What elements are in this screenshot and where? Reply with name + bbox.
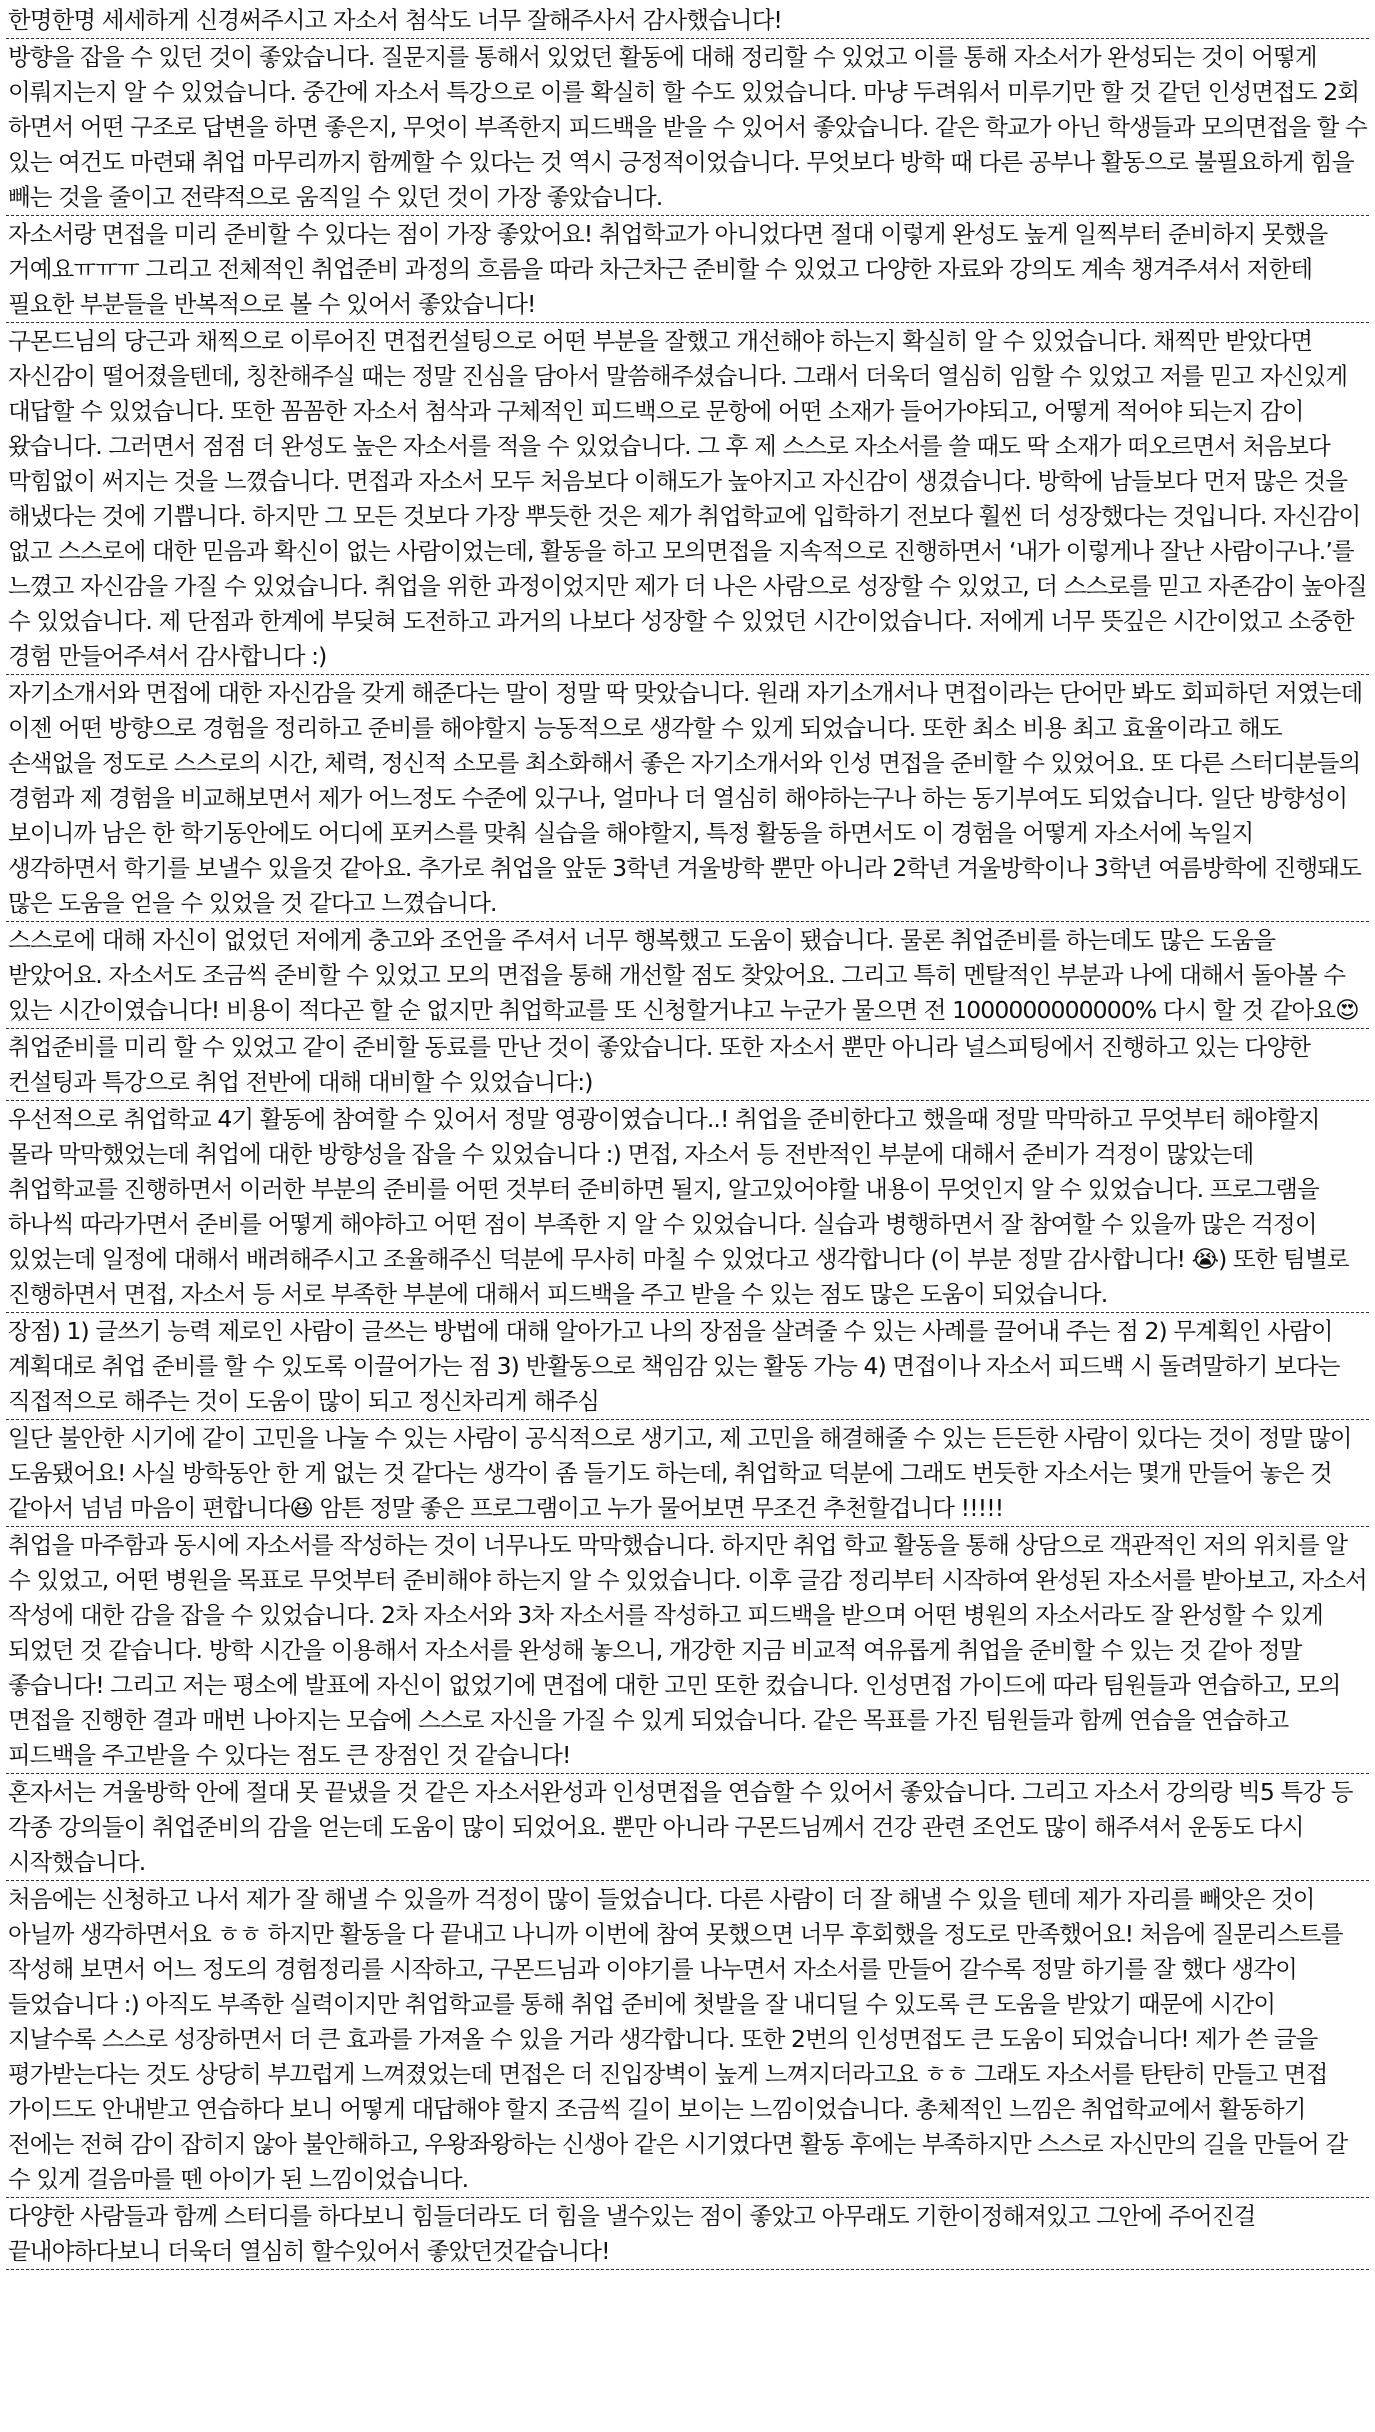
review-item: 혼자서는 겨울방학 안에 절대 못 끝냈을 것 같은 자소서완성과 인성면접을 연습할 수 있어서 좋았습니다. 그리고 자소서 강의랑 빅5 특강 등 각종 강의들이 취업준비의 감을 얻는데 도움이 많이 되었어요. 뿐만 아니라 구몬드님께서 건강 관련 조언도 많이 해주셔서 운동도 다시 시작했습니다.: [6, 1774, 1369, 1881]
review-item: 취업을 마주함과 동시에 자소서를 작성하는 것이 너무나도 막막했습니다. 하지만 취업 학교 활동을 통해 상담으로 객관적인 저의 위치를 알 수 있었고, 어떤 병원을 목표로 무엇부터 준비해야 하는지 알 수 있었습니다. 이후 글감 정리부터 시작하여 완성된 자소서를 받아보고, 자소서 작성에 대한 감을 잡을 수 있었습니다. 2차 자소서와 3차 자소서를 작성하고 피드백을 받으며 어떤 병원의 자소서라도 잘 완성할 수 있게 되었던 것 같습니다. 방학 시간을 이용해서 자소서를 완성해 놓으니, 개강한 지금 비교적 여유롭게 취업을 준비할 수 있는 것 같아 정말 좋습니다! 그리고 저는 평소에 발표에 자신이 없었기에 면접에 대한 고민 또한 컸습니다. 인성면접 가이드에 따라 팀원들과 연습하고, 모의 면접을 진행한 결과 매번 나아지는 모습에 스스로 자신을 가질 수 있게 되었습니다. 같은 목표를 가진 팀원들과 함께 연습을 연습하고 피드백을 주고받을 수 있다는 점도 큰 장점인 것 같습니다!: [6, 1527, 1369, 1774]
review-item: 장점) 1) 글쓰기 능력 제로인 사람이 글쓰는 방법에 대해 알아가고 나의 장점을 살려줄 수 있는 사례를 끌어내 주는 점 2) 무계획인 사람이 계획대로 취업 준비를 할 수 있도록 이끌어가는 점 3) 반활동으로 책임감 있는 활동 가능 4) 면접이나 자소서 피드백 시 돌려말하기 보다는 직접적으로 해주는 것이 도움이 많이 되고 정신차리게 해주심: [6, 1313, 1369, 1420]
review-item: 스스로에 대해 자신이 없었던 저에게 충고와 조언을 주셔서 너무 행복했고 도움이 됐습니다. 물론 취업준비를 하는데도 많은 도움을 받았어요. 자소서도 조금씩 준비할 수 있었고 모의 면접을 통해 개선할 점도 찾았어요. 그리고 특히 멘탈적인 부분과 나에 대해서 돌아볼 수 있는 시간이였습니다! 비용이 적다곤 할 순 없지만 취업학교를 또 신청할거냐고 누군가 물으면 전 1000000000000% 다시 할 것 같아요😍: [6, 922, 1369, 1029]
review-item: 다양한 사람들과 함께 스터디를 하다보니 힘들더라도 더 힘을 낼수있는 점이 좋았고 아무래도 기한이정해져있고 그안에 주어진걸 끝내야하다보니 더욱더 열심히 할수있어서 좋았던것같습니다!: [6, 2198, 1369, 2270]
review-item: 일단 불안한 시기에 같이 고민을 나눌 수 있는 사람이 공식적으로 생기고, 제 고민을 해결해줄 수 있는 든든한 사람이 있다는 것이 정말 많이 도움됐어요! 사실 방학동안 한 게 없는 것 같다는 생각이 좀 들기도 하는데, 취업학교 덕분에 그래도 번듯한 자소서는 몇개 만들어 놓은 것 같아서 넘넘 마음이 편합니다😆 암튼 정말 좋은 프로그램이고 누가 물어보면 무조건 추천할겁니다 !!!!!: [6, 1420, 1369, 1527]
review-item: 자기소개서와 면접에 대한 자신감을 갖게 해준다는 말이 정말 딱 맞았습니다. 원래 자기소개서나 면접이라는 단어만 봐도 회피하던 저였는데 이젠 어떤 방향으로 경험을 정리하고 준비를 해야할지 능동적으로 생각할 수 있게 되었습니다. 또한 최소 비용 최고 효율이라고 해도 손색없을 정도로 스스로의 시간, 체력, 정신적 소모를 최소화해서 좋은 자기소개서와 인성 면접을 준비할 수 있었어요. 또 다른 스터디분들의 경험과 제 경험을 비교해보면서 제가 어느정도 수준에 있구나, 얼마나 더 열심히 해야하는구나 하는 동기부여도 되었습니다. 일단 방향성이 보이니까 남은 한 학기동안에도 어디에 포커스를 맞춰 실습을 해야할지, 특정 활동을 하면서도 이 경험을 어떻게 자소서에 녹일지 생각하면서 학기를 보낼수 있을것 같아요. 추가로 취업을 앞둔 3학년 겨울방학 뿐만 아니라 2학년 겨울방학이나 3학년 여름방학에 진행돼도 많은 도움을 얻을 수 있었을 것 같다고 느꼈습니다.: [6, 675, 1369, 922]
review-item: 처음에는 신청하고 나서 제가 잘 해낼 수 있을까 걱정이 많이 들었습니다. 다른 사람이 더 잘 해낼 수 있을 텐데 제가 자리를 빼앗은 것이 아닐까 생각하면서요 ㅎㅎ 하지만 활동을 다 끝내고 나니까 이번에 참여 못했으면 너무 후회했을 정도로 만족했어요! 처음에 질문리스트를 작성해 보면서 어느 정도의 경험정리를 시작하고, 구몬드님과 이야기를 나누면서 자소서를 만들어 갈수록 정말 하기를 잘 했다 생각이 들었습니다 :) 아직도 부족한 실력이지만 취업학교를 통해 취업 준비에 첫발을 잘 내디딜 수 있도록 큰 도움을 받았기 때문에 시간이 지날수록 스스로 성장하면서 더 큰 효과를 가져올 수 있을 거라 생각합니다. 또한 2번의 인성면접도 큰 도움이 되었습니다! 제가 쓴 글을 평가받는다는 것도 상당히 부끄럽게 느껴졌었는데 면접은 더 진입장벽이 높게 느껴지더라고요 ㅎㅎ 그래도 자소서를 탄탄히 만들고 면접 가이드도 안내받고 연습하다 보니 어떻게 대답해야 할지 조금씩 길이 보이는 느낌이었습니다. 총체적인 느낌은 취업학교에서 활동하기 전에는 전혀 감이 잡히지 않아 불안해하고, 우왕좌왕하는 신생아 같은 시기였다면 활동 후에는 부족하지만 스스로 자신만의 길을 만들어 갈 수 있게 걸음마를 뗀 아이가 된 느낌이었습니다.: [6, 1881, 1369, 2198]
review-item: 자소서랑 면접을 미리 준비할 수 있다는 점이 가장 좋았어요! 취업학교가 아니었다면 절대 이렇게 완성도 높게 일찍부터 준비하지 못했을 거예요ㅠㅠㅠ 그리고 전체적인 취업준비 과정의 흐름을 따라 차근차근 준비할 수 있었고 다양한 자료와 강의도 계속 챙겨주셔서 저한테 필요한 부분들을 반복적으로 볼 수 있어서 좋았습니다!: [6, 216, 1369, 323]
review-item: 취업준비를 미리 할 수 있었고 같이 준비할 동료를 만난 것이 좋았습니다. 또한 자소서 뿐만 아니라 널스피팅에서 진행하고 있는 다양한 컨설팅과 특강으로 취업 전반에 대해 대비할 수 있었습니다:): [6, 1029, 1369, 1101]
review-item: 방향을 잡을 수 있던 것이 좋았습니다. 질문지를 통해서 있었던 활동에 대해 정리할 수 있었고 이를 통해 자소서가 완성되는 것이 어떻게 이뤄지는지 알 수 있었습니다. 중간에 자소서 특강으로 이를 확실히 할 수도 있었습니다. 마냥 두려워서 미루기만 할 것 같던 인성면접도 2회 하면서 어떤 구조로 답변을 하면 좋은지, 무엇이 부족한지 피드백을 받을 수 있어서 좋았습니다. 같은 학교가 아닌 학생들과 모의면접을 할 수 있는 여건도 마련돼 취업 마무리까지 함께할 수 있다는 것 역시 긍정적이었습니다. 무엇보다 방학 때 다른 공부나 활동으로 불필요하게 힘을 빼는 것을 줄이고 전략적으로 움직일 수 있던 것이 가장 좋았습니다.: [6, 39, 1369, 216]
review-item: 한명한명 세세하게 신경써주시고 자소서 첨삭도 너무 잘해주사서 감사했습니다!: [6, 2, 1369, 39]
review-item: 구몬드님의 당근과 채찍으로 이루어진 면접컨설팅으로 어떤 부분을 잘했고 개선해야 하는지 확실히 알 수 있었습니다. 채찍만 받았다면 자신감이 떨어졌을텐데, 칭찬해주실 때는 정말 진심을 담아서 말씀해주셨습니다. 그래서 더욱더 열심히 임할 수 있었고 저를 믿고 자신있게 대답할 수 있었습니다. 또한 꼼꼼한 자소서 첨삭과 구체적인 피드백으로 문항에 어떤 소재가 들어가야되고, 어떻게 적어야 되는지 감이 왔습니다. 그러면서 점점 더 완성도 높은 자소서를 적을 수 있었습니다. 그 후 제 스스로 자소서를 쓸 때도 딱 소재가 떠오르면서 처음보다 막힘없이 써지는 것을 느꼈습니다. 면접과 자소서 모두 처음보다 이해도가 높아지고 자신감이 생겼습니다. 방학에 남들보다 먼저 많은 것을 해냈다는 것에 기쁩니다. 하지만 그 모든 것보다 가장 뿌듯한 것은 제가 취업학교에 입학하기 전보다 훨씬 더 성장했다는 것입니다. 자신감이 없고 스스로에 대한 믿음과 확신이 없는 사람이었는데, 활동을 하고 모의면접을 지속적으로 진행하면서 ‘내가 이렇게나 잘난 사람이구나.’를 느꼈고 자신감을 가질 수 있었습니다. 취업을 위한 과정이었지만 제가 더 나은 사람으로 성장할 수 있었고, 더 스스로를 믿고 자존감이 높아질 수 있었습니다. 제 단점과 한계에 부딪혀 도전하고 과거의 나보다 성장할 수 있었던 시간이었습니다. 저에게 너무 뜻깊은 시간이었고 소중한 경험 만들어주셔서 감사합니다 :): [6, 323, 1369, 675]
review-item: 우선적으로 취업학교 4기 활동에 참여할 수 있어서 정말 영광이였습니다..! 취업을 준비한다고 했을때 정말 막막하고 무엇부터 해야할지 몰라 막막했었는데 취업에 대한 방향성을 잡을 수 있었습니다 :) 면접, 자소서 등 전반적인 부분에 대해서 준비가 걱정이 많았는데 취업학교를 진행하면서 이러한 부분의 준비를 어떤 것부터 준비하면 될지, 알고있어야할 내용이 무엇인지 알 수 있었습니다. 프로그램을 하나씩 따라가면서 준비를 어떻게 해야하고 어떤 점이 부족한 지 알 수 있었습니다. 실습과 병행하면서 잘 참여할 수 있을까 많은 걱정이 있었는데 일정에 대해서 배려해주시고 조율해주신 덕분에 무사히 마칠 수 있었다고 생각합니다 (이 부분 정말 감사합니다! 😭) 또한 팀별로 진행하면서 면접, 자소서 등 서로 부족한 부분에 대해서 피드백을 주고 받을 수 있는 점도 많은 도움이 되었습니다.: [6, 1101, 1369, 1313]
